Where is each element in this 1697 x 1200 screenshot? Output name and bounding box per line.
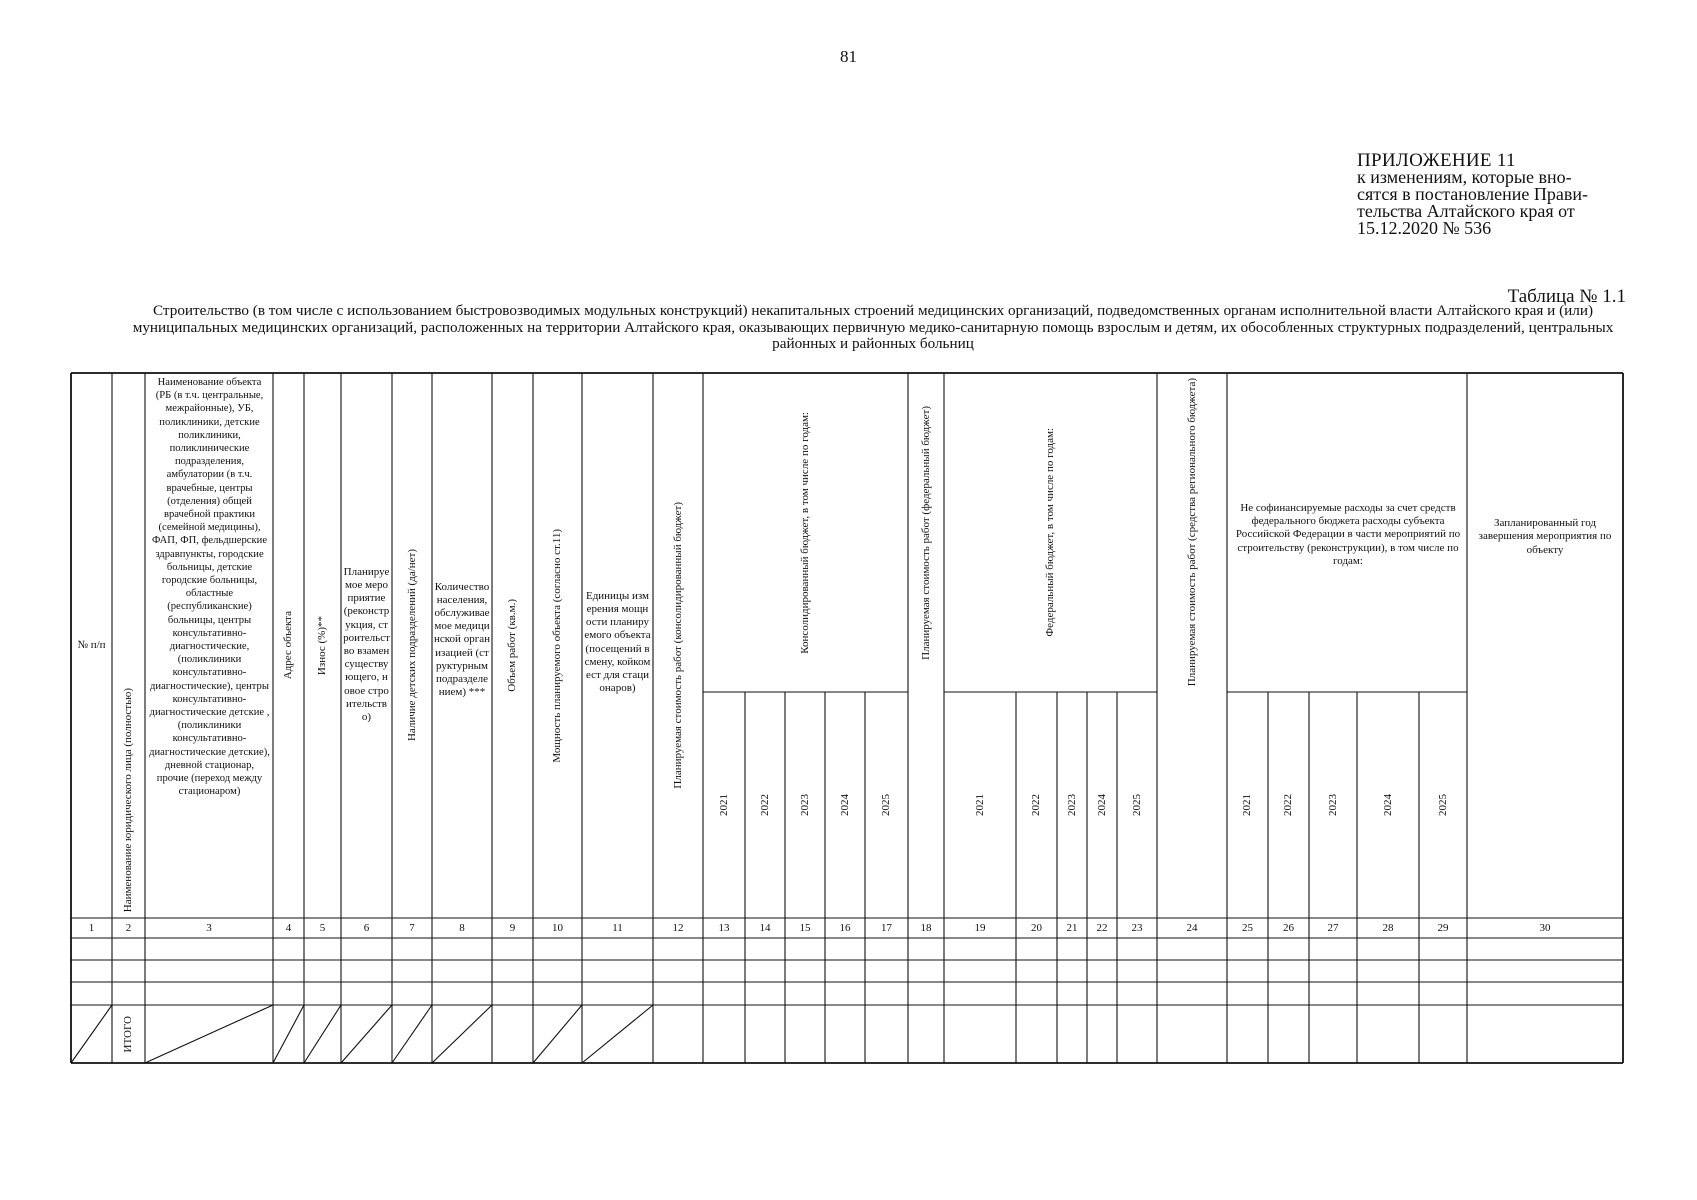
year-nonco-2025: 2025 xyxy=(1436,794,1449,816)
header-wear: Износ (%)** xyxy=(316,615,328,676)
column-number-21: 21 xyxy=(1066,922,1078,934)
column-number-12: 12 xyxy=(672,922,684,934)
column-number-19: 19 xyxy=(974,922,986,934)
column-number-4: 4 xyxy=(285,922,292,934)
column-number-3: 3 xyxy=(206,922,212,934)
year-federal-2022: 2022 xyxy=(1030,794,1042,816)
header-cost-regional: Планируемая стоимость работ (средства регионального бюджета) xyxy=(1185,378,1198,687)
table-caption: Строительство (в том числе с использованием быстровозводимых модульных конструкций) некапитальных строений медицинских организаций, подведомственных органам исполнительной власти Алтайского края и (или) муниципальных медицинских организаций, расположенных на территории Алтайского края, оказывающих первичную медико-санитарную помощь взрослым и детям, их обособленных структурных подразделений, центральных районных и районных больниц xyxy=(132,302,1614,352)
header-group-nonco: Не софинансируемые расходы за счет средств федерального бюджета расходы субъекта Российской Федерации в части мероприятий по строительству (реконструкции), в том числе по годам: xyxy=(1235,501,1461,567)
year-nonco-2021: 2021 xyxy=(1241,794,1253,816)
year-federal-2021: 2021 xyxy=(973,794,986,816)
year-consolidated-2023: 2023 xyxy=(798,794,811,816)
header-capacity: Мощность планируемого объекта (согласно ст.11) xyxy=(551,528,563,763)
header-group-federal: Федеральный бюджет, в том числе по годам: xyxy=(1044,428,1056,637)
year-federal-2023: 2023 xyxy=(1065,794,1078,816)
column-number-7: 7 xyxy=(409,922,415,934)
column-number-28: 28 xyxy=(1382,922,1394,934)
page-number: 81 xyxy=(840,47,857,66)
year-federal-2024: 2024 xyxy=(1095,794,1108,816)
table-number: Таблица № 1.1 xyxy=(1507,286,1626,307)
column-number-26: 26 xyxy=(1283,922,1294,934)
header-cost-federal: Планируемая стоимость работ (федеральный бюджет) xyxy=(919,405,932,660)
column-number-14: 14 xyxy=(759,922,771,934)
column-number-22: 22 xyxy=(1096,922,1108,934)
column-number-10: 10 xyxy=(552,922,563,934)
appendix-line-4: 15.12.2020 № 536 xyxy=(1357,218,1492,238)
column-number-20: 20 xyxy=(1031,922,1042,934)
year-consolidated-2021: 2021 xyxy=(717,794,730,816)
column-number-8: 8 xyxy=(459,922,465,934)
column-number-18: 18 xyxy=(920,922,932,934)
column-number-27: 27 xyxy=(1327,922,1339,934)
appendix-line-2: сятся в постановление Прави- xyxy=(1357,184,1589,204)
header-completion-year: Запланированный год завершения мероприятия по объекту xyxy=(1478,517,1612,556)
header-cost-consolidated: Планируемая стоимость работ (консолидированный бюджет) xyxy=(671,502,684,789)
year-consolidated-2022: 2022 xyxy=(758,794,771,816)
column-number-9: 9 xyxy=(509,922,516,934)
year-nonco-2023: 2023 xyxy=(1326,794,1339,816)
year-consolidated-2025: 2025 xyxy=(880,794,892,816)
column-number-24: 24 xyxy=(1186,922,1198,934)
column-number-23: 23 xyxy=(1131,922,1143,934)
column-number-29: 29 xyxy=(1437,922,1449,934)
appendix-block xyxy=(1357,152,1657,237)
header-children-units: Наличие детских подразделений (да/нет) xyxy=(405,549,418,742)
year-consolidated-2024: 2024 xyxy=(838,794,851,816)
header-legal-entity: Наименование юридического лица (полностью) xyxy=(122,687,134,912)
column-number-16: 16 xyxy=(839,922,851,934)
header-object-name: Наименование объекта (РБ (в т.ч. центральные, межрайонные), УБ, поликлиники, детские поликлиники, поликлинические подразделения, амбулатории (в т.ч. врачебные, центры (отделения) общей врачебной практики (семейной медицины), ФАП, ФП, фельдшерские здравпункты, городские больницы, детские городские больницы, областные (республиканские) больницы, центры консультативно-диагностические, (поликлиники консультативно-диагностические), центры консультативно-диагностические детские , (поликлиники консультативно-диагностические детские), дневной стационар, прочие (переход между стационаром) xyxy=(149,377,270,798)
column-number-2: 2 xyxy=(125,922,132,934)
header-group-consolidated: Консолидированный бюджет, в том числе по годам: xyxy=(799,411,811,654)
column-number-1: 1 xyxy=(88,922,95,934)
year-nonco-2022: 2022 xyxy=(1282,794,1294,816)
header-population: Количество населения, обслуживаемое медицинской организацией (структурным подразделением) *** xyxy=(434,580,490,699)
total-label: ИТОГО xyxy=(122,1015,134,1053)
header-capacity-units: Единицы измерения мощности планируемого объекта (посещений в смену, койкомест для стационаров) xyxy=(584,589,651,695)
column-number-6: 6 xyxy=(363,922,370,934)
header-work-volume: Объем работ (кв.м.) xyxy=(506,599,518,692)
column-number-17: 17 xyxy=(881,922,892,934)
column-number-13: 13 xyxy=(718,922,730,934)
header-address: Адрес объекта xyxy=(282,611,294,680)
column-number-15: 15 xyxy=(799,922,811,934)
column-number-25: 25 xyxy=(1242,922,1253,934)
header-planned-activity: Планируемое мероприятие (реконструкция, строительство взамен существующего, новое строительство) xyxy=(343,565,390,724)
column-number-30: 30 xyxy=(1539,922,1551,934)
year-nonco-2024: 2024 xyxy=(1381,794,1394,816)
appendix-line-3: тельства Алтайского края от xyxy=(1357,201,1575,221)
appendix-line-1: к изменениям, которые вно- xyxy=(1357,167,1572,187)
column-number-5: 5 xyxy=(319,922,326,934)
year-federal-2025: 2025 xyxy=(1130,794,1143,816)
appendix-title: ПРИЛОЖЕНИЕ 11 xyxy=(1357,150,1516,171)
column-number-11: 11 xyxy=(612,922,623,934)
header-number: № п/п xyxy=(77,638,106,651)
